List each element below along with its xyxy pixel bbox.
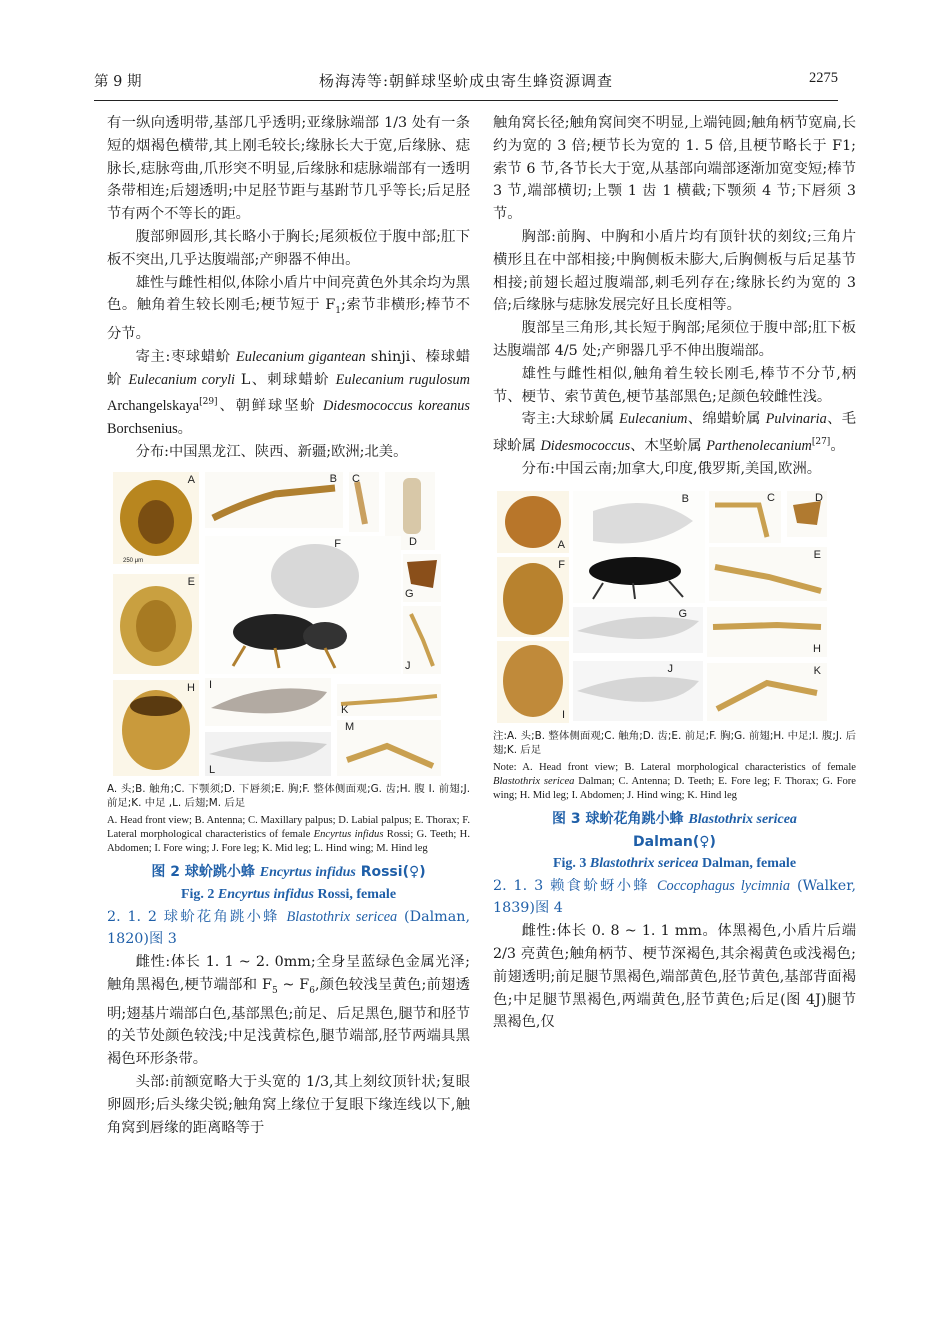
panel-label: F <box>558 558 565 571</box>
paragraph: 触角窝长径;触角窝间突不明显,上端钝圆;触角柄节宽扁,长约为宽的 3 倍;梗节长为宽的 1. 5 倍,且梗节略长于 F1;索节 6 节,各节长大于宽,从基部向端部逐渐加宽变短;棒节 3 节,端部横切;上颚 1 齿 1 横截;下颚须 4 节;下唇须 3 节。 <box>493 115 856 223</box>
fig2-panel-c-maxillary-palpus <box>349 472 379 532</box>
fig3-panel-k-hind-leg <box>707 663 827 721</box>
fig2-panel-g-teeth <box>403 554 441 602</box>
antenna-image <box>205 472 343 528</box>
figure-3-caption-en: Note: A. Head front view; B. Lateral morphological characteristics of female Blastothrix sericea Dalman; C. Antenna; D. Teeth; E. Fore leg; F. Thorax; G. Fore wing; H. Mid leg; I. Abdomen; J. Hind wing; K. Hind leg <box>493 761 856 802</box>
paragraph: 有一纵向透明带,基部几乎透明;亚缘脉端部 1/3 处有一条短的烟褐色横带,其上刚毛较长;缘脉长大于宽,后缘脉、痣脉长,痣脉弯曲,爪形突不明显,后缘脉和痣脉端部有一透明条带相连;后翅透明;中足胫节距与基跗节几乎等长;后足胫节有两个不等长的距。 <box>107 115 470 223</box>
figure-3-title-cn: 图 3 球蚧花角跳小蜂 Blastothrix sericea Dalman(♀) <box>552 810 797 850</box>
figure-3-plate <box>493 491 856 723</box>
fig3-panel-h-mid-leg <box>707 607 827 657</box>
fig3-panel-c-antenna <box>709 491 781 543</box>
fig2-panel-l-hind-wing <box>205 732 331 776</box>
paragraph: 头部:前额宽略大于头宽的 1/3,其上刻纹顶针状;复眼卵圆形;后头缘尖锐;触角窝上缘位于复眼下缘连线以下,触角窝到唇缘的距离略等于 <box>107 1074 470 1136</box>
hind-leg-image <box>707 663 827 721</box>
fig3-panel-i-abdomen <box>497 641 569 723</box>
fig2-panel-e-thorax <box>113 574 199 674</box>
fig2-panel-j-fore-leg <box>403 606 441 674</box>
paragraph: 雄性与雌性相似,体除小盾片中间亮黄色外其余均为黑色。触角着生较长刚毛;梗节短于 $F_1$;索节非横形;棒节不分节。 <box>107 274 470 343</box>
figure-2-plate <box>107 470 470 778</box>
thorax-image <box>113 574 199 674</box>
distribution-paragraph: 分布:中国黑龙江、陕西、新疆;欧洲;北美。 <box>135 443 408 460</box>
left-column <box>107 112 470 1139</box>
section-heading-2-1-3: 2. 1. 3 赖食蚧蚜小蜂 Coccophagus lycimnia (Walker, 1839)图 4 <box>493 877 857 917</box>
fig3-panel-b-lateral-view <box>573 491 705 603</box>
host-paragraph: 寄主:枣球蜡蚧 Eulecanium gigantean shinji、榛球蜡蚧 Eulecanium coryli L、刺球蜡蚧 Eulecanium rugulosum Archangelskaya[29]、朝鲜球坚蚧 Didesmococcus koreanus Borchsenius。 <box>107 348 470 437</box>
paragraph: 雌性:体长 0. 8 ~ 1. 1 mm。体黑褐色,小盾片后端 2/3 亮黄色;触角柄节、梗节深褐色,其余褐黄色或浅褐色;前翅透明;前足腿节黑褐色,端部黄色,胫节黄色,基部背面褐色;中足腿节黑褐色,两端黄色,胫节黄色;后足(图 4J)腿节黑褐色,仅 <box>493 923 856 1031</box>
figure-2-caption-en: A. Head front view; B. Antenna; C. Maxillary palpus; D. Labial palpus; E. Thorax; F. Lateral morphological characteristics of female Encyrtus infidus Rossi; G. Teeth; H. Abdomen; I. Fore wing; J. Fore leg; K. Mid leg; L. Hind wing; M. Hind leg <box>107 814 470 855</box>
panel-label: C <box>767 491 775 504</box>
fig2-panel-k-mid-leg <box>337 684 441 716</box>
paragraph: 腹部卵圆形,其长略小于胸长;尾须板位于腹中部;肛下板不突出,几乎达腹端部;产卵器不伸出。 <box>107 228 470 268</box>
fore-leg-image <box>709 547 827 601</box>
panel-label: D <box>409 535 417 548</box>
panel-label: B <box>681 492 689 505</box>
paragraph: 雄性与雌性相似,触角着生较长刚毛,棒节不分节,柄节、梗节、索节黄色,梗节基部黑色;足颜色较雌性浅。 <box>493 365 856 405</box>
fig3-panel-a-head <box>497 491 569 553</box>
figure-2-caption-cn: A. 头;B. 触角;C. 下颚须;D. 下唇须;E. 胸;F. 整体侧面观;G. 齿;H. 腹 I. 前翅;J. 前足;K. 中足 ,L. 后翅;M. 后足 <box>107 782 470 809</box>
mid-leg-image <box>337 684 441 716</box>
fig3-panel-e-fore-leg <box>709 547 827 601</box>
fig3-panel-j-hind-wing <box>573 661 703 721</box>
panel-label: D <box>815 491 823 504</box>
figure-3-title-en: Fig. 3 Blastothrix sericea Dalman, female <box>552 855 797 871</box>
page-number: 2275 <box>809 70 838 86</box>
whole-body-image <box>573 491 705 603</box>
panel-label: F <box>334 537 341 550</box>
distribution-paragraph: 分布:中国云南;加拿大,印度,俄罗斯,美国,欧洲。 <box>521 460 822 477</box>
panel-label: E <box>187 575 195 588</box>
fig3-panel-g-fore-wing <box>573 607 703 653</box>
panel-label: G <box>405 587 414 600</box>
panel-label: M <box>345 720 355 733</box>
panel-label: A <box>557 538 565 551</box>
hind-wing-image <box>205 732 331 776</box>
panel-label: I <box>561 708 565 721</box>
whole-body-image <box>205 536 401 674</box>
figure-2-title-cn: 图 2 球蚧跳小蜂 Encyrtus infidus Rossi(♀) <box>151 863 426 880</box>
panel-label: L <box>209 763 216 776</box>
panel-label: H <box>187 681 195 694</box>
fig2-panel-b-antenna <box>205 472 343 528</box>
panel-label: J <box>667 662 673 675</box>
running-header <box>94 70 838 96</box>
fig2-panel-h-abdomen <box>113 680 199 776</box>
panel-label: H <box>813 642 821 655</box>
paragraph: 腹部呈三角形,其长短于胸部;尾须位于腹中部;肛下板达腹端部 4/5 处;产卵器几乎不伸出腹端部。 <box>493 320 856 359</box>
head-image <box>113 472 199 564</box>
panel-label: E <box>813 548 821 561</box>
paragraph: 胸部:前胸、中胸和小盾片均有顶针状的刻纹;三角片横形且在中部相接;中胸侧板未膨大,后胸侧板与后足基节相接;前翅长超过腹端部,刺毛列存在;缘脉长约为宽的 3 倍;后缘脉与痣脉发展完好且长度相等。 <box>493 228 856 314</box>
panel-label: I <box>209 678 213 691</box>
abdomen-image <box>113 680 199 776</box>
right-column <box>493 112 856 1034</box>
panel-label: K <box>341 703 349 716</box>
panel-label: A <box>187 473 195 486</box>
paragraph: 雌性:体长 1. 1 ~ 2. 0mm;全身呈蓝绿色金属光泽;触角黑褐色,梗节端部和 $F_5$ ~ $F_6$,颜色较浅呈黄色;前翅透明;翅基片端部白色,基部黑色;前足、后足黑色,腿节和胫节的关节处颜色较浅;中足浅黄棕色,腿节端部,胫节两端具黑褐色环形条带。 <box>107 954 470 1068</box>
mid-leg-image <box>707 607 827 657</box>
panel-label: C <box>352 472 360 485</box>
host-paragraph: 寄主:大球蚧属 Eulecanium、绵蜡蚧属 Pulvinaria、毛球蚧属 Didesmococcus、木坚蚧属 Parthenolecanium[27]。 <box>493 411 856 454</box>
fore-wing-image <box>205 678 331 726</box>
issue-number: 第 9 期 <box>94 74 142 90</box>
figure-3-caption-cn: 注:A. 头;B. 整体侧面观;C. 触角;D. 齿;E. 前足;F. 胸;G. 前翅;H. 中足;I. 腹;J. 后翅;K. 后足 <box>493 729 856 756</box>
panel-label: G <box>678 607 687 620</box>
hind-wing-image <box>573 661 703 721</box>
fig2-panel-m-hind-leg <box>337 720 441 776</box>
scale-bar-label: 250 μm <box>123 557 144 564</box>
section-heading-2-1-2: 2. 1. 2 球蚧花角跳小蜂 Blastothrix sericea (Dalman, 1820)图 3 <box>107 908 470 948</box>
fig3-panel-f-thorax <box>497 557 569 637</box>
abdomen-image <box>497 641 569 723</box>
panel-label: K <box>813 664 821 677</box>
panel-label: B <box>329 472 337 485</box>
fig2-panel-i-fore-wing <box>205 678 331 726</box>
fig2-panel-a-head <box>113 472 199 564</box>
running-title: 杨海涛等:朝鲜球坚蚧成虫寄生蜂资源调查 <box>318 72 614 90</box>
figure-2-title-en: Fig. 2 Encyrtus infidus Rossi, female <box>180 886 397 902</box>
fig3-panel-d-teeth <box>787 491 827 537</box>
header-rule <box>94 100 838 101</box>
fig2-panel-f-lateral-view <box>205 536 401 674</box>
panel-label: J <box>405 659 411 672</box>
